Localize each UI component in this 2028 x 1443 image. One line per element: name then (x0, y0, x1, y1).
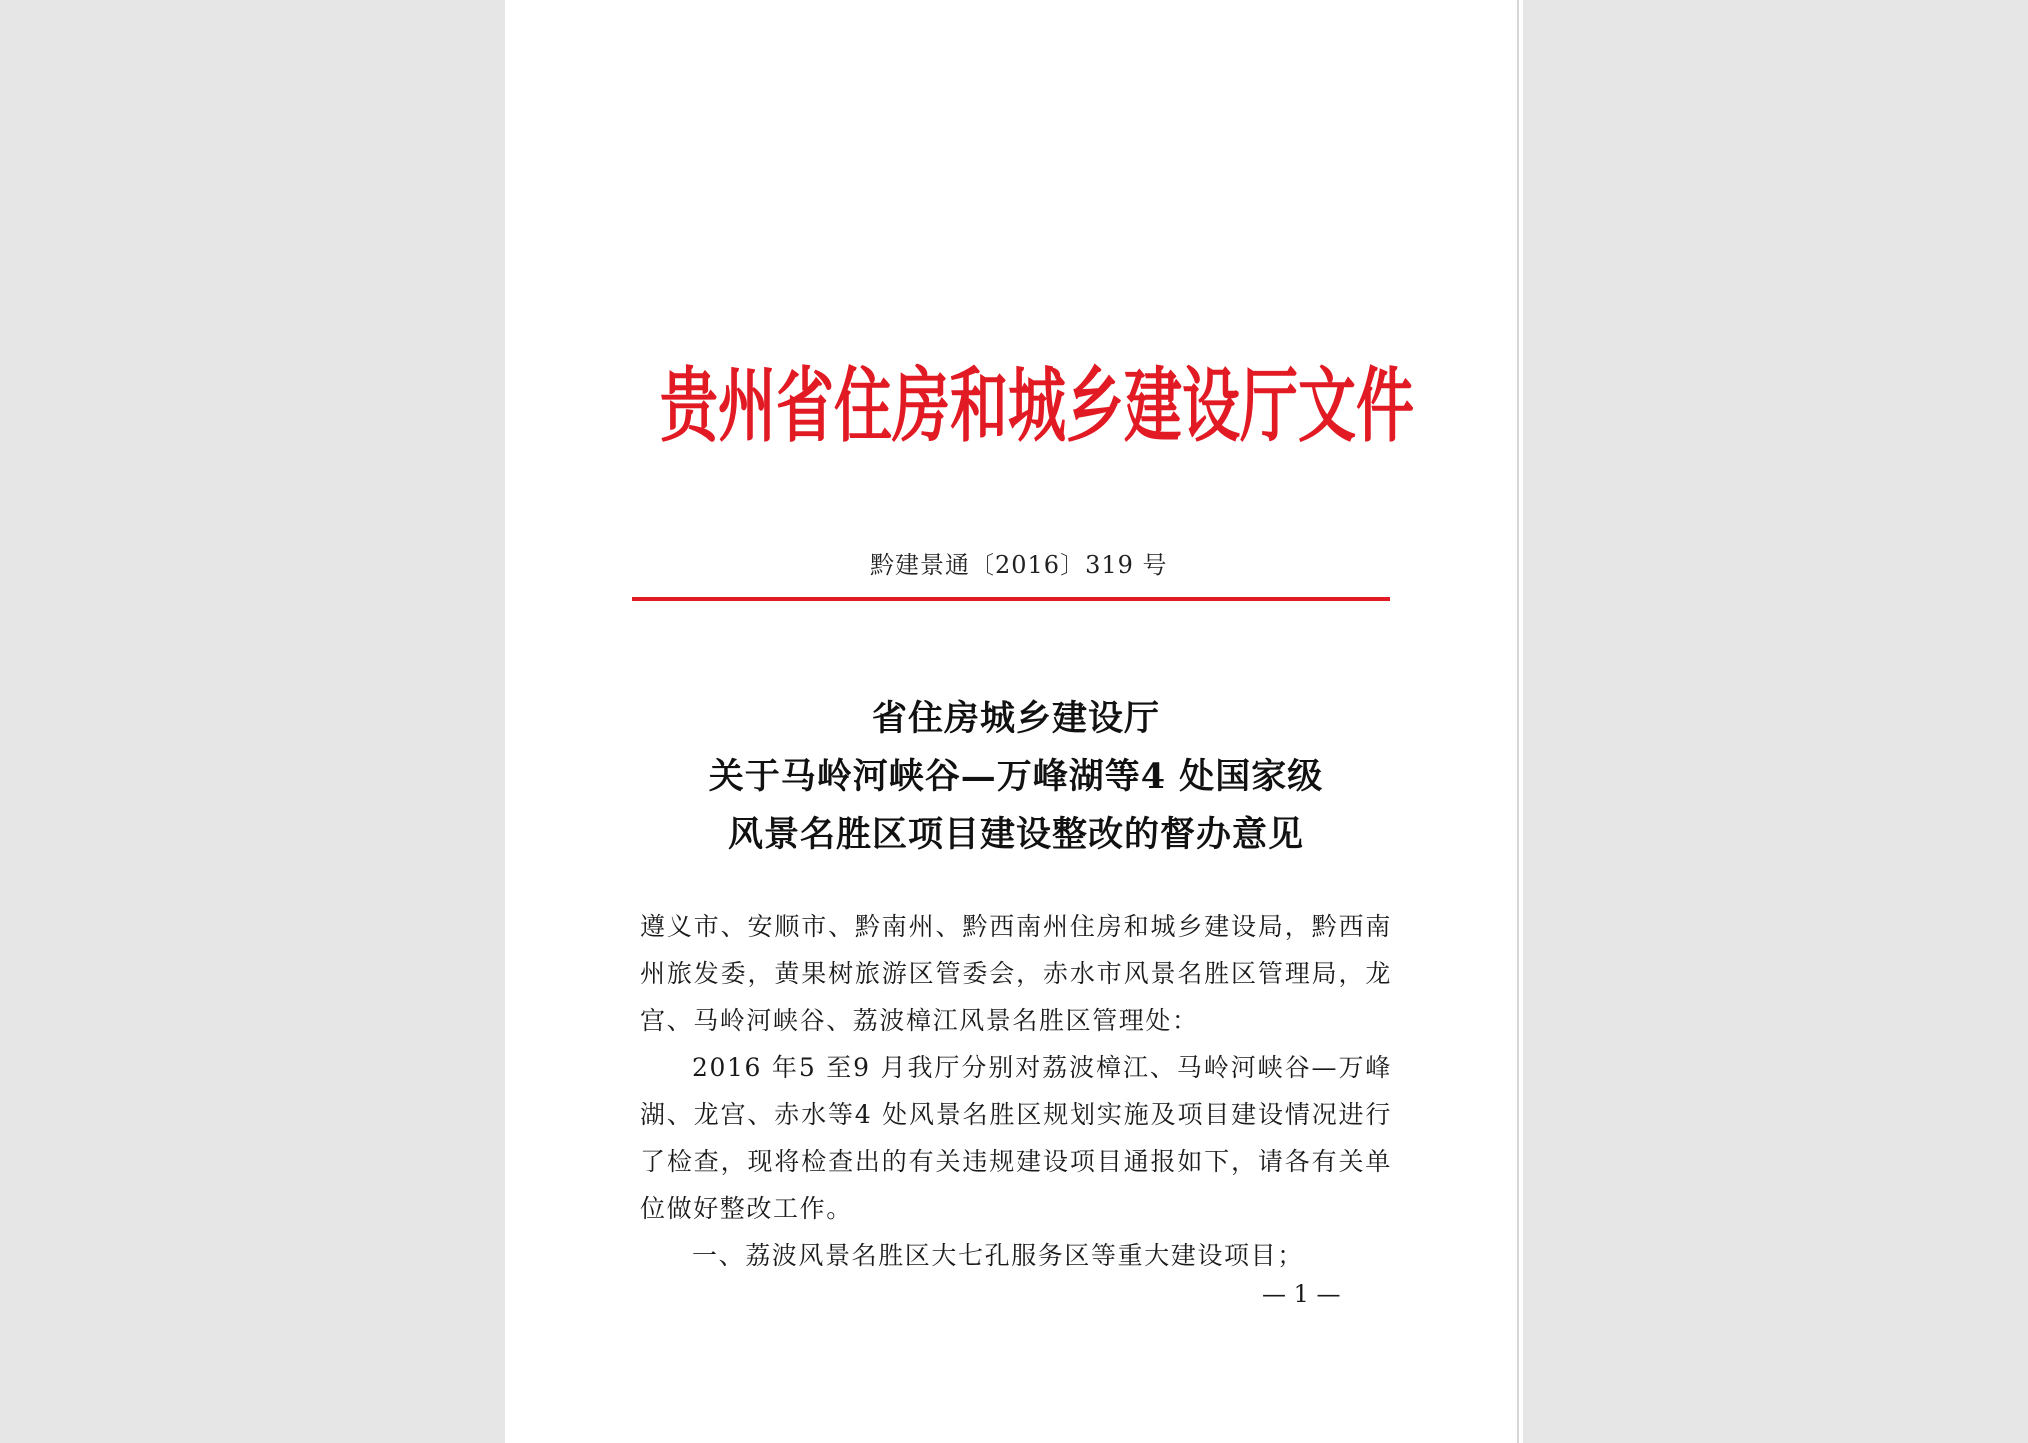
document-body (640, 903, 1392, 1279)
subject-line-1: 省住房城乡建设厅 (871, 698, 1160, 739)
body-paragraph-1: 2016 年5 至9 月我厅分别对荔波樟江、马岭河峡谷—万峰湖、龙宫、赤水等4 处风景名胜区规划实施及项目建设情况进行了检查，现将检查出的有关违规建设项目通报如下，请各有关单位做好整改工作。 (640, 1053, 1392, 1223)
document-header-title: 贵州省住房和城乡建设厅文件 (660, 358, 1415, 454)
recipients-paragraph: 遵义市、安顺市、黔南州、黔西南州住房和城乡建设局，黔西南州旅发委，黄果树旅游区管委会，赤水市风景名胜区管理局，龙宫、马岭河峡谷、荔波樟江风景名胜区管理处： (640, 912, 1392, 1035)
page-edge-divider (1517, 0, 1519, 1443)
document-number: 黔建景通〔2016〕319 号 (870, 551, 1168, 579)
subject-line-3: 风景名胜区项目建设整改的督办意见 (727, 814, 1304, 855)
body-item-1: 一、荔波风景名胜区大七孔服务区等重大建设项目； (692, 1241, 1304, 1270)
subject-line-2: 关于马岭河峡谷—万峰湖等4 处国家级 (708, 756, 1324, 797)
header-red-rule (632, 597, 1390, 601)
document-subject (640, 690, 1392, 864)
page-number: — 1 — (1262, 1280, 1341, 1308)
